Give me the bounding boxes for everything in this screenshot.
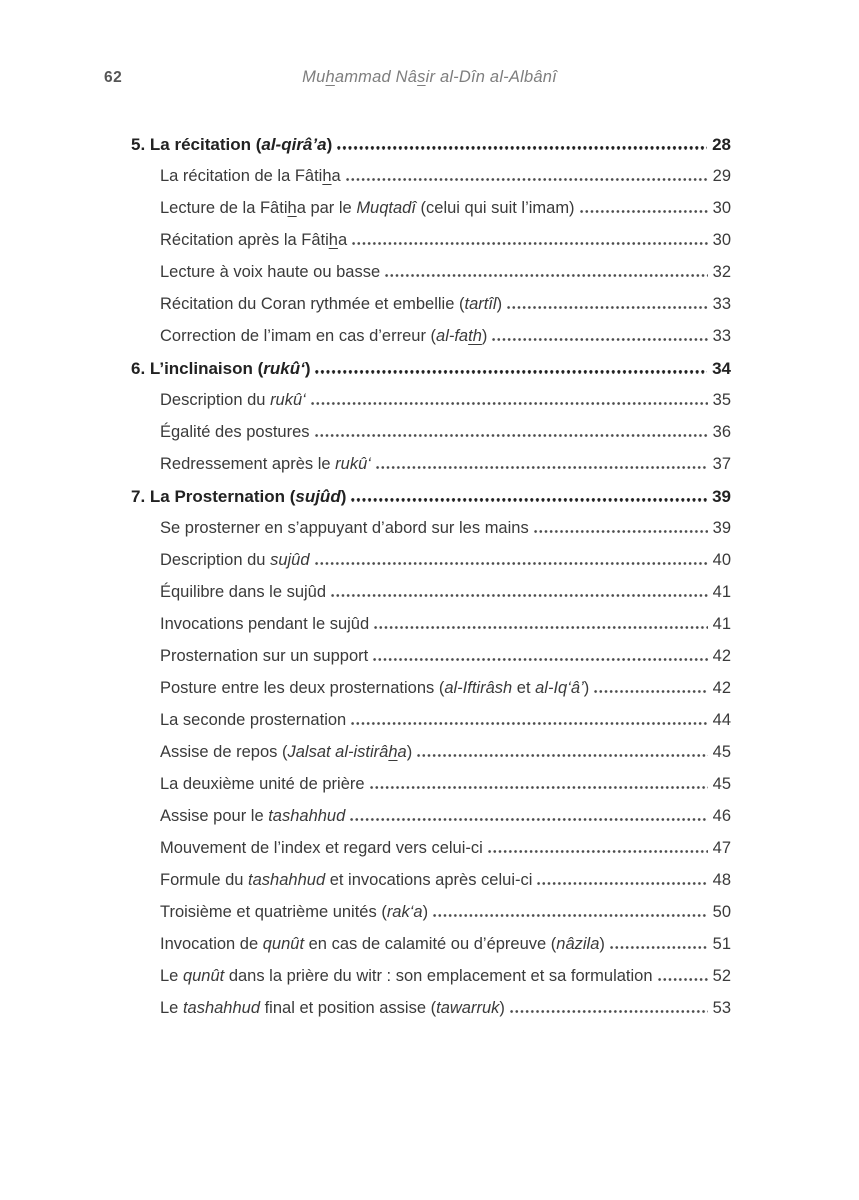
toc-leader-dots [331, 594, 708, 597]
text-segment: rukû‘ [263, 358, 305, 378]
toc-entry-label [160, 199, 575, 219]
toc-leader-dots [594, 690, 707, 693]
toc-page-number: 44 [712, 710, 731, 729]
toc-page-number: 45 [712, 774, 731, 793]
toc-page-number: 30 [712, 230, 731, 249]
toc-entry-sub [131, 839, 731, 859]
text-segment: s [417, 68, 426, 86]
text-segment: tashahhud [248, 870, 326, 889]
toc-entry-sub [131, 519, 731, 539]
toc-page-number: 30 [712, 198, 731, 217]
toc-entry-label [160, 871, 532, 891]
text-segment: al-fa [436, 326, 469, 345]
text-segment: Lecture à voix haute ou basse [160, 262, 381, 281]
toc-leader-dots [374, 626, 707, 629]
toc-page-number: 34 [712, 358, 731, 378]
text-segment: Muqtadî [356, 198, 416, 217]
toc-page-number: 53 [712, 998, 731, 1017]
text-segment: Invocation de [160, 934, 263, 953]
toc-entry-label [160, 647, 368, 667]
text-segment: al-Iq‘â’ [535, 678, 584, 697]
toc-entry-sub [131, 295, 731, 315]
text-segment: sujûd [270, 550, 310, 569]
text-segment: Prosternation sur un support [160, 646, 369, 665]
text-segment: ) [499, 998, 505, 1017]
toc-entry-sub [131, 551, 731, 571]
toc-entry-sub [131, 999, 731, 1019]
text-segment: Correction de l’imam en cas d’erreur ( [160, 326, 437, 345]
text-segment: La récitation de la Fâti [160, 166, 323, 185]
text-segment: Lecture de la Fâti [160, 198, 288, 217]
toc-entry-label [160, 743, 412, 763]
toc-entry-label [160, 167, 341, 187]
toc-entry-sub [131, 711, 731, 731]
toc-page-number: 51 [712, 934, 731, 953]
toc-entry-sub [131, 743, 731, 763]
toc-leader-dots [370, 786, 708, 789]
toc-leader-dots [337, 146, 707, 149]
toc-entry-section [131, 135, 731, 155]
toc-leader-dots [510, 1010, 708, 1013]
text-segment: en cas de calamité ou d’épreuve ( [304, 934, 557, 953]
text-segment: h [388, 742, 398, 761]
toc-page-number: 28 [712, 134, 731, 154]
text-segment: Jalsat al-istirâ [287, 742, 389, 761]
page-header [0, 68, 859, 92]
toc-leader-dots [351, 498, 707, 501]
text-segment: Le [160, 998, 183, 1017]
toc-entry-label [160, 615, 369, 635]
toc-entry-sub [131, 871, 731, 891]
text-segment: h [328, 230, 338, 249]
toc-page-number: 36 [712, 422, 731, 441]
text-segment: a [331, 166, 341, 185]
toc-entry-sub [131, 167, 731, 187]
toc-page-number: 39 [712, 486, 731, 506]
toc-entry-sub [131, 391, 731, 411]
text-segment: Description du [160, 390, 271, 409]
text-segment: ) [406, 742, 413, 761]
toc-entry-sub [131, 647, 731, 667]
text-segment: th [468, 326, 482, 345]
toc-entry-label [160, 551, 310, 571]
toc-page-number: 52 [712, 966, 731, 985]
text-segment: qunût [262, 934, 305, 953]
toc-entry-sub [131, 935, 731, 955]
text-segment: 5. La récitation ( [131, 134, 262, 154]
toc-entry-label [131, 359, 310, 379]
text-segment: et [512, 678, 536, 697]
toc-leader-dots [658, 978, 708, 981]
toc-leader-dots [610, 946, 708, 949]
toc-leader-dots [311, 402, 708, 405]
toc-entry-label [160, 263, 380, 283]
text-segment: ) [481, 326, 488, 345]
toc-entry-label [160, 775, 365, 795]
toc-entry-sub [131, 903, 731, 923]
toc-page-number: 39 [712, 518, 731, 537]
toc-page-number: 41 [712, 614, 731, 633]
toc-entry-label [131, 135, 332, 155]
text-segment: La seconde prosternation [160, 710, 347, 729]
text-segment: ) [326, 134, 333, 154]
toc-page-number: 35 [712, 390, 731, 409]
text-segment: tawarruk [436, 998, 500, 1017]
toc-entry-label [160, 967, 653, 987]
text-segment: et invocations après celui-ci [325, 870, 533, 889]
toc-leader-dots [315, 562, 708, 565]
text-segment: sujûd [295, 486, 341, 506]
text-segment: Mouvement de l’index et regard vers celui-ci [160, 838, 483, 857]
toc-leader-dots [580, 210, 708, 213]
toc-entry-label [160, 711, 346, 731]
toc-page-number: 33 [712, 294, 731, 313]
toc-entry-label [160, 327, 487, 347]
text-segment: al-qirâ’a [261, 134, 327, 154]
toc-entry-section [131, 487, 731, 507]
text-segment: ) [304, 358, 311, 378]
toc-entry-sub [131, 263, 731, 283]
text-segment: ) [599, 934, 605, 953]
text-segment: final et position assise ( [260, 998, 437, 1017]
toc-leader-dots [373, 658, 707, 661]
toc-page-number: 47 [712, 838, 731, 857]
text-segment: La deuxième unité de prière [160, 774, 365, 793]
text-segment: tartîl [464, 294, 497, 313]
text-segment: qunût [182, 966, 225, 985]
toc-entry-label [160, 807, 345, 827]
text-segment: nâzila [556, 934, 600, 953]
table-of-contents [131, 126, 731, 1031]
toc-entry-label [160, 231, 347, 251]
toc-leader-dots [350, 818, 707, 821]
text-segment: tashahhud [182, 998, 261, 1017]
text-segment: ammad Nâ [334, 68, 418, 86]
toc-page-number: 46 [712, 806, 731, 825]
text-segment: Formule du [160, 870, 249, 889]
toc-page-number: 33 [712, 326, 731, 345]
toc-entry-section [131, 359, 731, 379]
text-segment: Récitation du Coran rythmée et embellie ( [160, 294, 465, 313]
text-segment: ir al-Dîn al-Albânî [425, 68, 557, 86]
text-segment: Assise pour le [160, 806, 269, 825]
toc-leader-dots [507, 306, 708, 309]
text-segment: Troisième et quatrième unités ( [160, 902, 387, 921]
text-segment: a par le [296, 198, 357, 217]
text-segment: Redressement après le [160, 454, 336, 473]
text-segment: h [325, 68, 335, 86]
toc-page-number: 42 [712, 678, 731, 697]
toc-entry-sub [131, 455, 731, 475]
toc-leader-dots [315, 370, 707, 373]
toc-leader-dots [537, 882, 707, 885]
toc-page-number: 48 [712, 870, 731, 889]
toc-entry-sub [131, 199, 731, 219]
toc-page-number: 37 [712, 454, 731, 473]
toc-leader-dots [385, 274, 707, 277]
text-segment: rukû‘ [270, 390, 306, 409]
toc-leader-dots [315, 434, 708, 437]
text-segment: Description du [160, 550, 271, 569]
toc-leader-dots [433, 914, 708, 917]
toc-entry-label [160, 839, 483, 859]
text-segment: Récitation après la Fâti [160, 230, 329, 249]
text-segment: dans la prière du witr : son emplacement et sa formulation [224, 966, 653, 985]
toc-page-number: 50 [712, 902, 731, 921]
toc-leader-dots [352, 242, 708, 245]
toc-leader-dots [346, 178, 708, 181]
text-segment: a [397, 742, 407, 761]
toc-entry-label [160, 903, 428, 923]
text-segment: Posture entre les deux prosternations ( [160, 678, 445, 697]
text-segment: ) [422, 902, 429, 921]
text-segment: a [337, 230, 348, 249]
toc-entry-sub [131, 967, 731, 987]
toc-entry-label [160, 295, 502, 315]
toc-page-number: 45 [712, 742, 731, 761]
text-segment: Assise de repos ( [160, 742, 288, 761]
toc-leader-dots [351, 722, 707, 725]
toc-leader-dots [492, 338, 707, 341]
text-segment: rak‘a [386, 902, 423, 921]
text-segment: h [322, 166, 332, 185]
toc-entry-label [160, 519, 529, 539]
text-segment: Se prosterner en s’appuyant d’abord sur les mains [160, 518, 529, 537]
toc-entry-sub [131, 679, 731, 699]
text-segment: ) [583, 678, 590, 697]
toc-entry-sub [131, 231, 731, 251]
toc-entry-sub [131, 807, 731, 827]
toc-entry-sub [131, 775, 731, 795]
toc-entry-label [160, 583, 326, 603]
text-segment: Invocations pendant le sujûd [160, 614, 370, 633]
text-segment: tashahhud [268, 806, 346, 825]
running-title-author [0, 68, 859, 87]
text-segment: Le [160, 966, 183, 985]
toc-entry-label [160, 679, 589, 699]
text-segment: ) [496, 294, 503, 313]
toc-entry-label [160, 455, 371, 475]
toc-entry-label [160, 999, 505, 1019]
toc-page-number: 29 [712, 166, 731, 185]
toc-leader-dots [534, 530, 708, 533]
toc-entry-sub [131, 583, 731, 603]
toc-entry-label [160, 935, 605, 955]
toc-entry-sub [131, 327, 731, 347]
text-segment: 7. La Prosternation ( [131, 486, 296, 506]
text-segment: 6. L’inclinaison ( [131, 358, 264, 378]
toc-page-number: 41 [712, 582, 731, 601]
toc-leader-dots [488, 850, 708, 853]
toc-entry-sub [131, 423, 731, 443]
toc-page-number: 42 [712, 646, 731, 665]
page-number: 62 [104, 69, 123, 86]
toc-page-number: 40 [712, 550, 731, 569]
toc-leader-dots [376, 466, 708, 469]
text-segment: h [287, 198, 297, 217]
toc-entry-label [160, 423, 310, 443]
text-segment: (celui qui suit l’imam) [415, 198, 575, 217]
text-segment: Équilibre dans le sujûd [160, 582, 327, 601]
toc-entry-label [160, 391, 306, 411]
text-segment: Égalité des postures [160, 422, 310, 441]
toc-leader-dots [417, 754, 707, 757]
text-segment: Mu [302, 68, 326, 86]
text-segment: al-Iftirâsh [444, 678, 513, 697]
toc-page-number: 32 [712, 262, 731, 281]
toc-entry-sub [131, 615, 731, 635]
text-segment: ) [340, 486, 347, 506]
text-segment: rukû‘ [335, 454, 371, 473]
toc-entry-label [131, 487, 346, 507]
